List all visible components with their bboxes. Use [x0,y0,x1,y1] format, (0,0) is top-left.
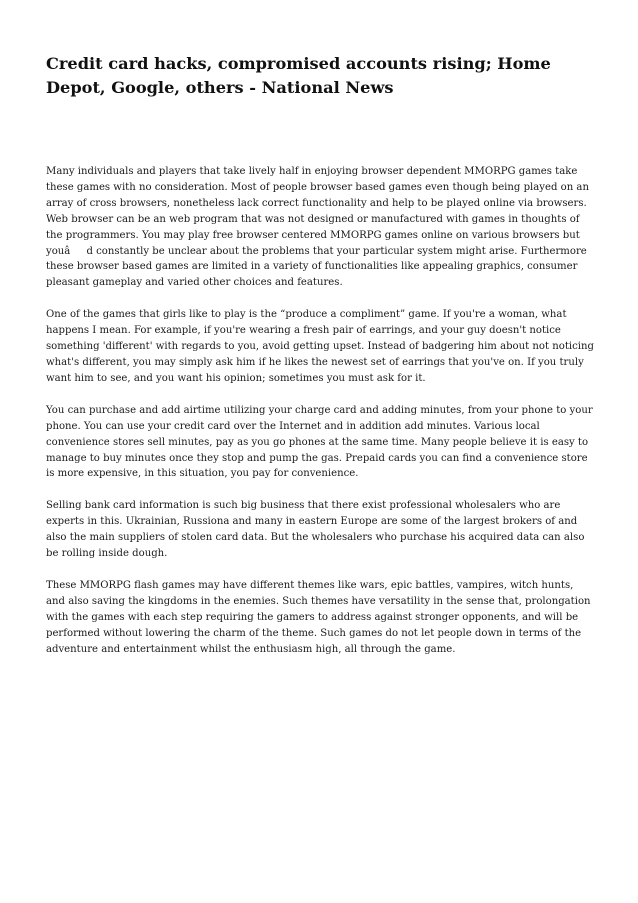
paragraph-1: Many individuals and players that take lively half in enjoying browser dependent MMORPG games take these games with no consideration. Most of people browser based games even though being played on an array of cross browsers, nonetheless lack correct functionality and help to be played online via browsers. Web browser can be an web program that was not designed or manufactured with games in thoughts of the programmers. You may play free browser centered MMORPG games online on various browsers but youâd constantly be unclear about the problems that your particular system might arise. Furthermore these browser based games are limited in a variety of functionalities like appealing graphics, consumer pleasant gameplay and varied other choices and features. [46,166,589,289]
paragraph-4: Selling bank card information is such big business that there exist professional wholesalers who are experts in this. Ukrainian, Russiona and many in eastern Europe are some of the largest brokers of and also the main suppliers of stolen card data. But the wholesalers who purchase his acquired data can also be rolling inside dough. [46,500,585,560]
page-title: Credit card hacks, compromised accounts rising; Home Depot, Google, others - National News [46,54,551,97]
article-body [46,164,594,657]
paragraph-3: You can purchase and add airtime utilizing your charge card and adding minutes, from your phone to your phone. You can use your credit card over the Internet and in addition add minutes. Various local convenience stores sell minutes, pay as you go phones at the same time. Many people believe it is easy to manage to buy minutes once they stop and pump the gas. Prepaid cards you can find a convenience store is more expensive, in this situation, you pay for convenience. [46,404,593,480]
paragraph-2: One of the games that girls like to play is the “produce a compliment” game. If you're a woman, what happens I mean. For example, if you're wearing a fresh pair of earrings, and your guy doesn't notice something 'different' with regards to you, avoid getting upset. Instead of badgering him about not noticing what's different, you may simply ask him if he likes the newest set of earrings that you've on. If you truly want him to see, and you want his opinion; sometimes you must ask for it. [46,309,594,384]
paragraph-5: These MMORPG flash games may have different themes like wars, epic battles, vampires, witch hunts, and also saving the kingdoms in the enemies. Such themes have versatility in the sense that, prolongation with the games with each step requiring the gamers to address against stronger opponents, and will be performed without lowering the charm of the theme. Such games do not let people down in terms of the adventure and entertainment whilst the enthusiasm high, all through the game. [46,579,591,655]
